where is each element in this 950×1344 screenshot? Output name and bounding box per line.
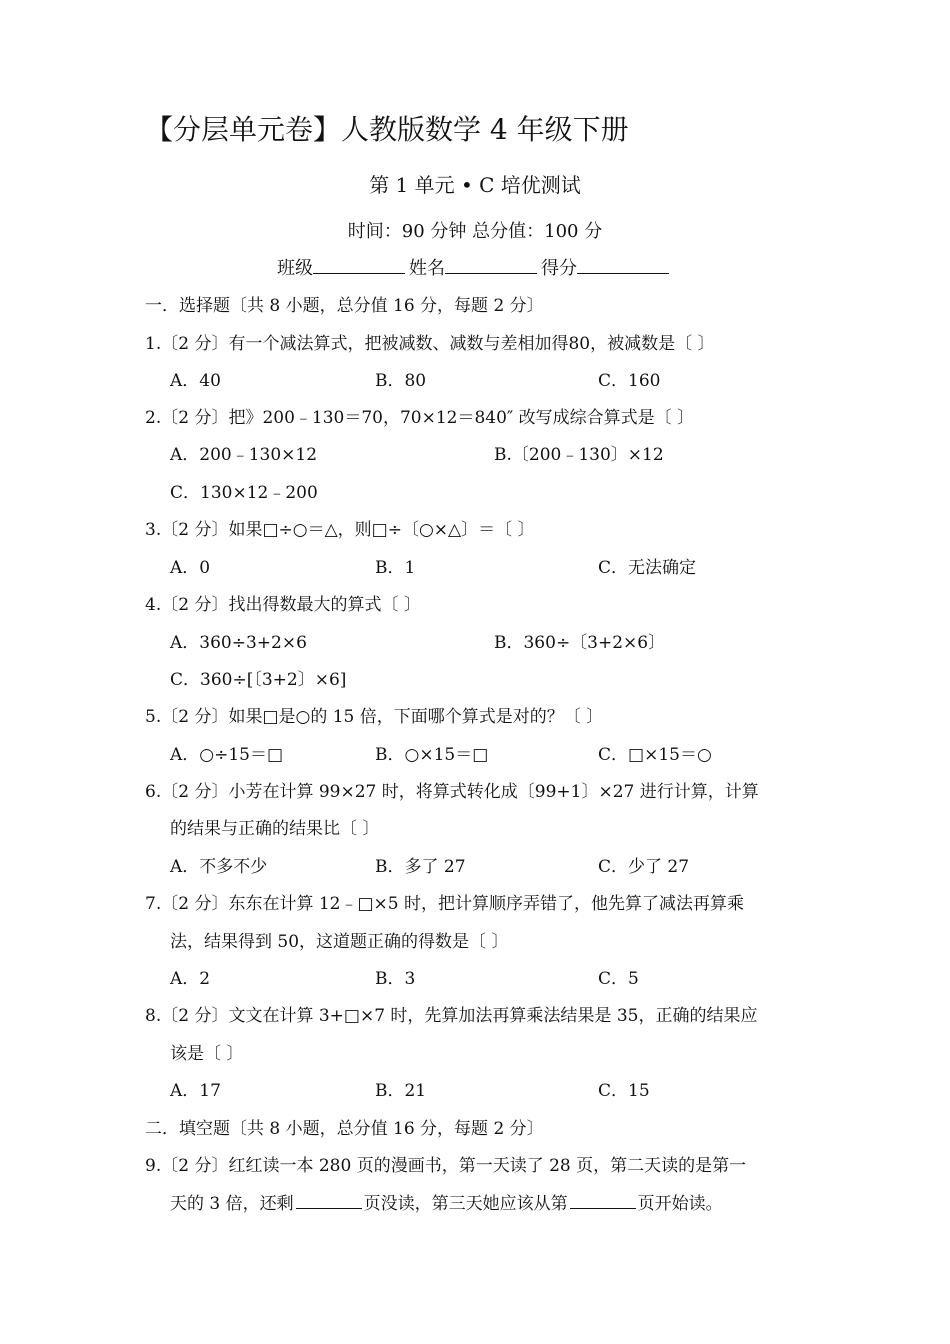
q3-option-a: A．0: [170, 558, 211, 578]
q4-option-a: A．360÷3+2×6: [170, 633, 307, 653]
q6-option-a: A．不多不少: [170, 857, 268, 877]
q8-option-b: B．21: [375, 1081, 427, 1101]
q6-option-c: C．少了 27: [598, 857, 690, 877]
q1-option-a: A．40: [170, 371, 221, 391]
q7-option-b: B．3: [375, 969, 416, 989]
score-blank[interactable]: [577, 255, 669, 274]
q3-stem: 3.〔2 分〕如果□÷○＝△，则□÷〔○×△〕＝〔 〕: [145, 520, 535, 540]
q3-option-b: B．1: [375, 558, 416, 578]
q7-stem-line2: 法，结果得到 50，这道题正确的得数是〔 〕: [170, 932, 509, 952]
student-info-line: [0, 255, 950, 283]
q9-blank-2[interactable]: [570, 1190, 636, 1209]
q1-option-b: B．80: [375, 371, 427, 391]
q4-stem: 4.〔2 分〕找出得数最大的算式〔 〕: [145, 595, 421, 615]
q4-option-b: B．360÷〔3+2×6〕: [494, 633, 666, 653]
name-label: 姓名: [409, 258, 445, 279]
q2-option-a: A．200﹣130×12: [170, 445, 318, 465]
q1-option-c: C．160: [598, 371, 661, 391]
q9-text-part3: 页开始读。: [637, 1194, 723, 1214]
q5-option-c: C．□×15＝○: [598, 745, 712, 765]
q5-option-b: B．○×15＝□: [375, 745, 489, 765]
section2-heading: 二．填空题〔共 8 小题，总分值 16 分，每题 2 分〕: [145, 1119, 544, 1139]
class-label: 班级: [277, 258, 313, 279]
q6-option-b: B．多了 27: [375, 857, 466, 877]
q5-stem: 5.〔2 分〕如果□是○的 15 倍，下面哪个算式是对的？〔 〕: [145, 707, 604, 727]
q7-stem-line1: 7.〔2 分〕东东在计算 12﹣□×5 时，把计算顺序弄错了，他先算了减法再算乘: [145, 894, 744, 914]
score-label: 得分: [541, 258, 577, 279]
q7-option-c: C．5: [598, 969, 639, 989]
q4-option-c: C．360÷[〔3+2〕×6]: [170, 670, 347, 690]
unit-title: 第 1 单元 • C 培优测试: [369, 173, 581, 197]
q6-stem-line1: 6.〔2 分〕小芳在计算 99×27 时，将算式转化成〔99+1〕×27 进行计算，计算: [145, 782, 759, 802]
exam-title: 【分层单元卷】人教版数学 4 年级下册: [145, 113, 629, 146]
q9-text-part1: 天的 3 倍，还剩: [170, 1194, 294, 1214]
name-blank[interactable]: [445, 255, 537, 274]
section1-heading: 一．选择题〔共 8 小题，总分值 16 分，每题 2 分〕: [145, 296, 544, 316]
q9-stem-line2: [170, 1190, 723, 1218]
q7-option-a: A．2: [170, 969, 211, 989]
q9-stem-line1: 9.〔2 分〕红红读一本 280 页的漫画书，第一天读了 28 页，第二天读的是第一: [145, 1156, 747, 1176]
class-blank[interactable]: [313, 255, 405, 274]
q1-stem: 1.〔2 分〕有一个减法算式，把被减数、减数与差相加得80，被减数是〔 〕: [145, 334, 715, 354]
q3-option-c: C．无法确定: [598, 558, 697, 578]
q2-stem: 2.〔2 分〕把》200﹣130＝70，70×12＝840″ 改写成综合算式是〔 〕: [145, 408, 695, 428]
q9-text-part2: 页没读，第三天她应该从第: [363, 1194, 568, 1214]
q8-stem-line1: 8.〔2 分〕文文在计算 3+□×7 时，先算加法再算乘法结果是 35，正确的结果应: [145, 1006, 758, 1026]
q2-option-b: B.〔200﹣130〕×12: [494, 445, 664, 465]
q9-blank-1[interactable]: [296, 1190, 362, 1209]
q8-option-a: A．17: [170, 1081, 221, 1101]
q8-stem-line2: 该是〔 〕: [170, 1044, 244, 1064]
q6-stem-line2: 的结果与正确的结果比〔 〕: [170, 819, 380, 839]
q8-option-c: C．15: [598, 1081, 650, 1101]
q2-option-c: C．130×12﹣200: [170, 483, 318, 503]
q5-option-a: A．○÷15＝□: [170, 745, 284, 765]
time-score-line: 时间：90 分钟 总分值：100 分: [347, 221, 603, 242]
